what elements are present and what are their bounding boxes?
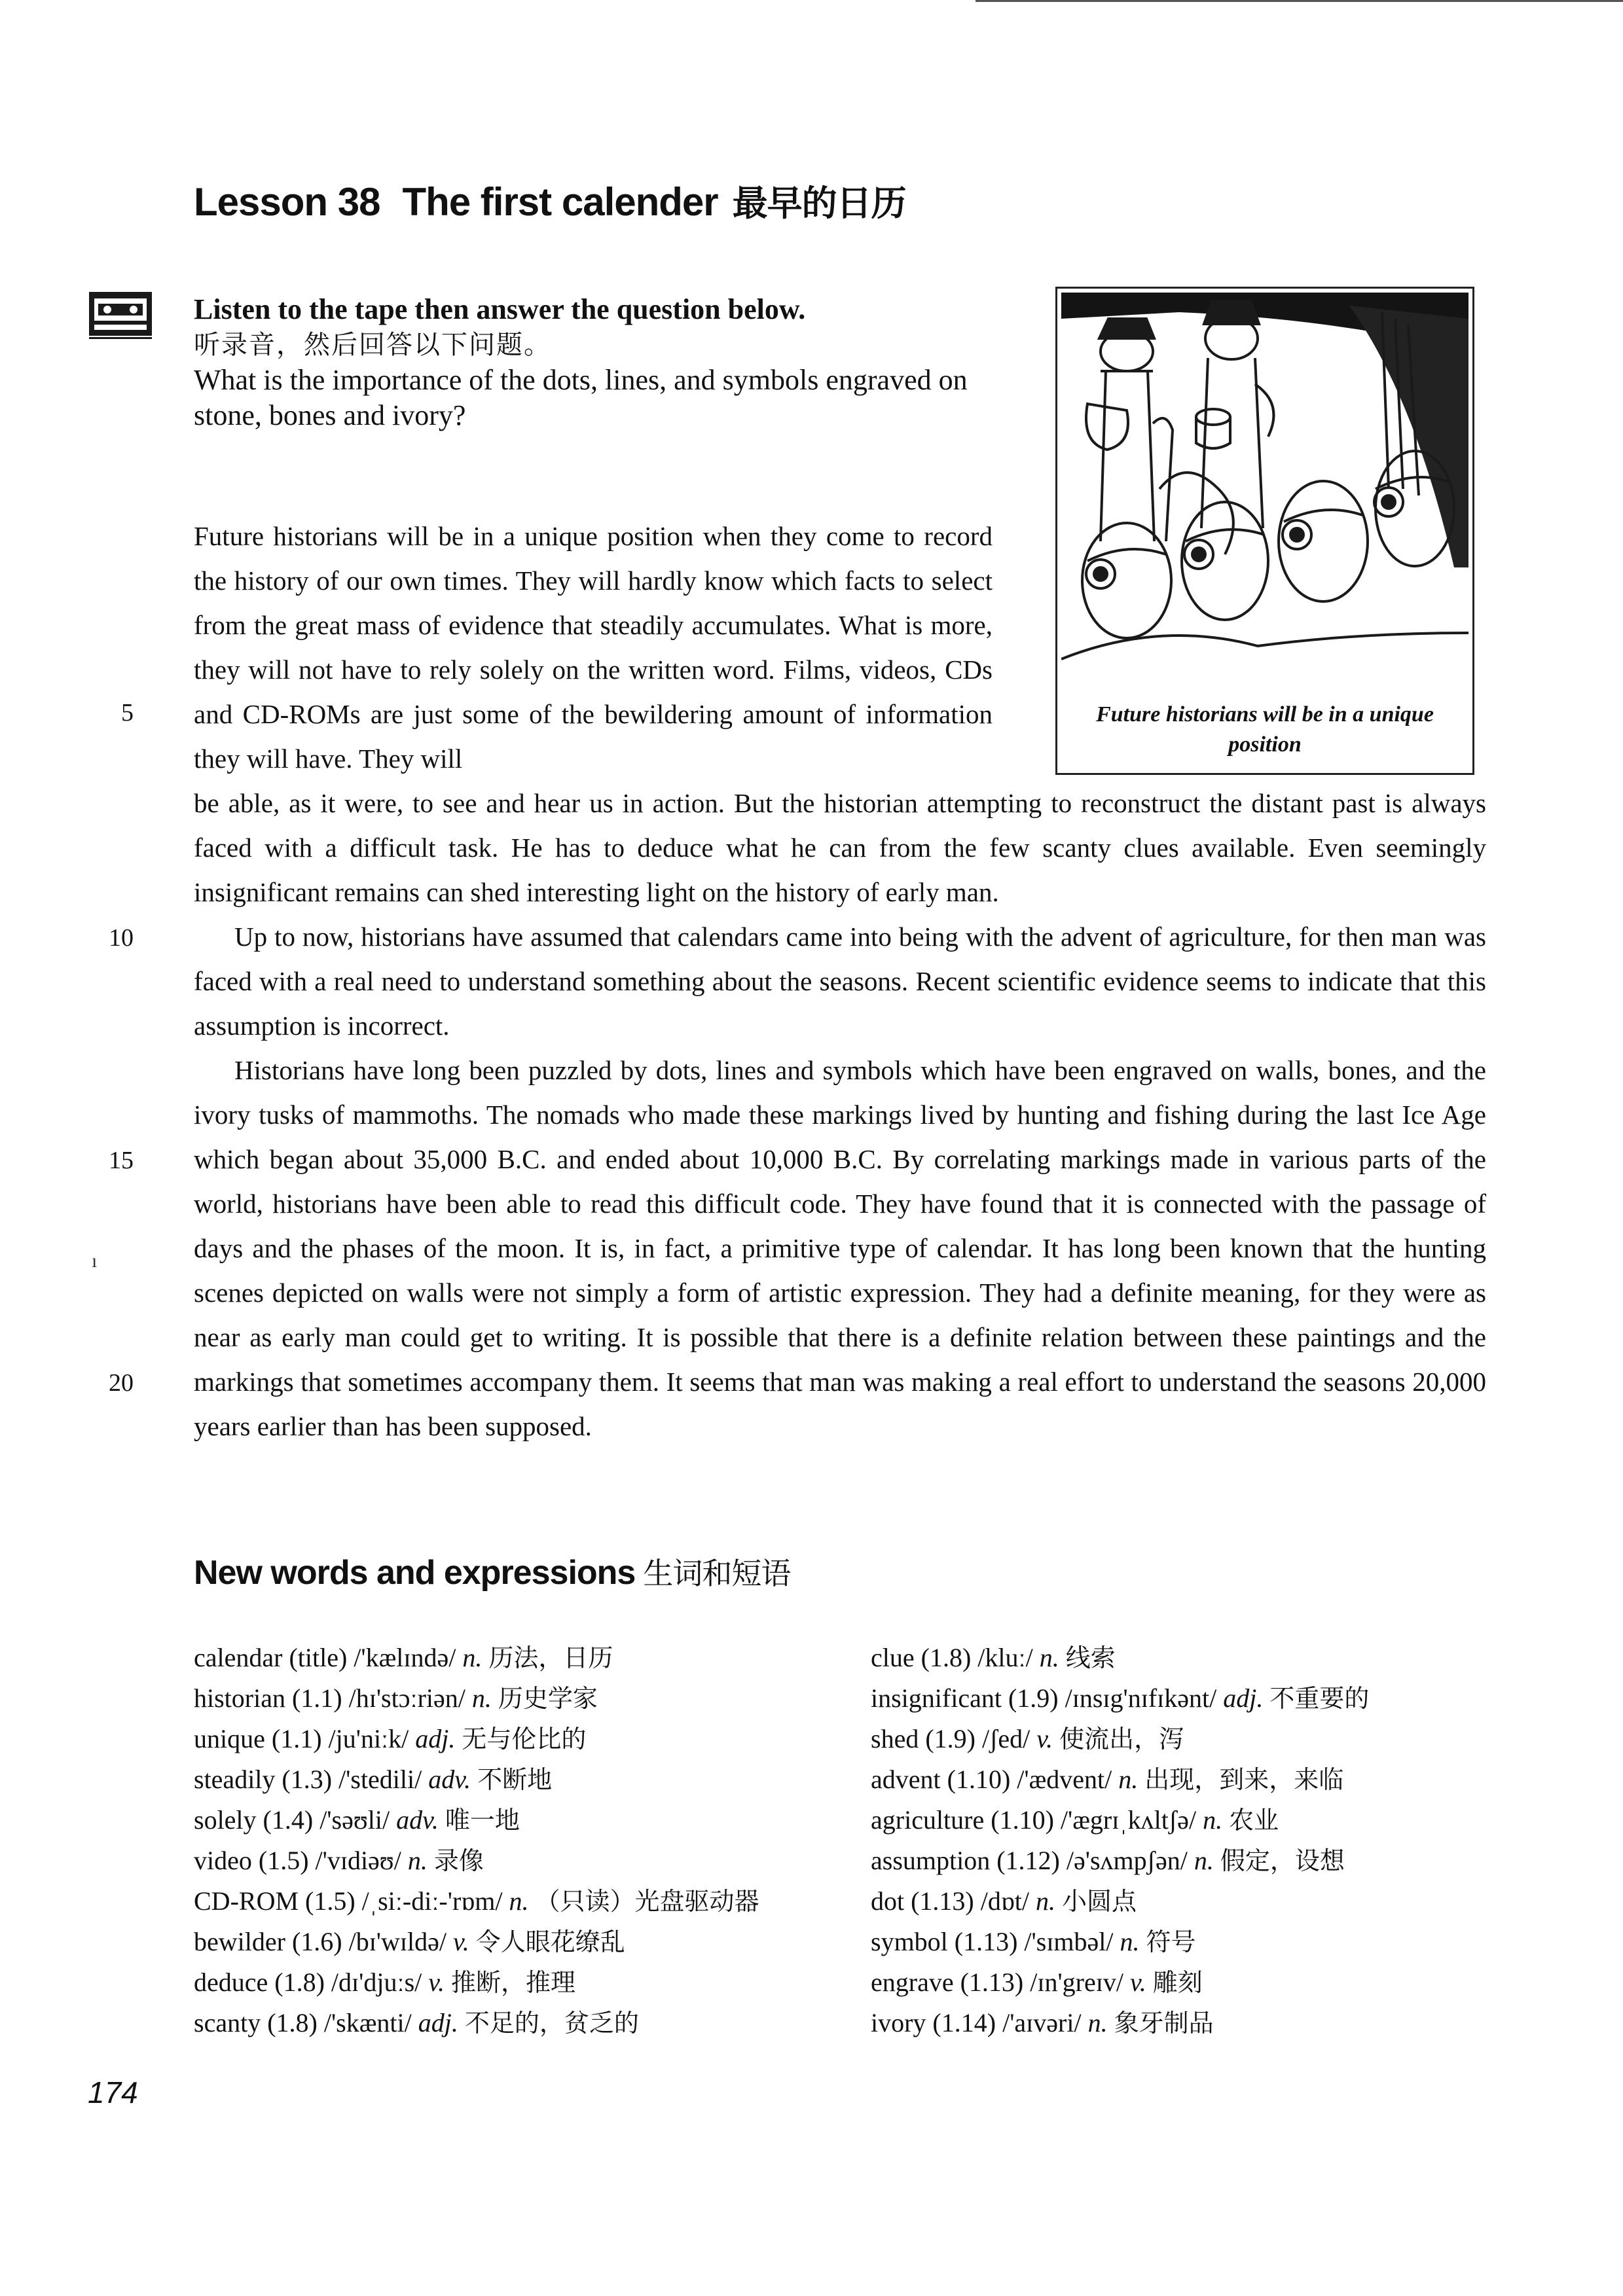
vocab-pos: n. bbox=[1087, 2008, 1108, 2037]
vocabulary-list-right bbox=[871, 1638, 1369, 2043]
vocab-word: advent (1.10) /'ædvent/ bbox=[871, 1765, 1112, 1794]
vocab-entry bbox=[194, 1881, 759, 1922]
top-rule bbox=[976, 0, 1623, 2]
vocab-entry bbox=[194, 1922, 759, 1962]
margin-mark: ı bbox=[92, 1250, 98, 1272]
listening-instruction-chinese: 听录音，然后回答以下问题。 bbox=[194, 330, 551, 360]
vocab-pos: adj. bbox=[415, 1724, 456, 1753]
vocab-meaning: 符号 bbox=[1146, 1928, 1196, 1956]
vocab-entry bbox=[194, 1800, 759, 1840]
lesson-number: Lesson 38 bbox=[194, 180, 380, 224]
vocab-pos: adv. bbox=[428, 1765, 471, 1794]
vocab-pos: v. bbox=[428, 1967, 445, 1997]
vocabulary-heading-en: New words and expressions bbox=[194, 1554, 636, 1592]
lesson-name: The first calender bbox=[402, 180, 718, 224]
vocab-meaning: 不重要的 bbox=[1269, 1684, 1370, 1713]
vocab-entry bbox=[871, 1800, 1369, 1840]
vocab-word: agriculture (1.10) /'ægrɪˌkʌltʃə/ bbox=[871, 1805, 1197, 1835]
vocab-entry bbox=[871, 1881, 1369, 1922]
vocab-entry bbox=[871, 2003, 1369, 2043]
vocab-word: calendar (title) /'kælɪndə/ bbox=[194, 1643, 456, 1672]
vocab-word: dot (1.13) /dɒt/ bbox=[871, 1886, 1030, 1916]
vocab-pos: n. bbox=[1203, 1805, 1223, 1835]
lesson-title-chinese: 最早的日历 bbox=[732, 183, 906, 224]
vocab-meaning: 令人眼花缭乱 bbox=[475, 1928, 625, 1956]
vocab-word: engrave (1.13) /ɪn'greɪv/ bbox=[871, 1967, 1123, 1997]
vocab-entry bbox=[194, 1962, 759, 2003]
vocab-pos: adj. bbox=[418, 2008, 458, 2037]
vocab-entry bbox=[194, 1719, 759, 1759]
vocab-meaning: 历史学家 bbox=[498, 1684, 598, 1713]
vocab-meaning: 雕刻 bbox=[1152, 1968, 1203, 1997]
comprehension-question: What is the importance of the dots, lines, and symbols engraved on stone, bones and ivory? bbox=[194, 364, 968, 431]
vocab-pos: adj. bbox=[1223, 1683, 1264, 1713]
vocabulary-heading bbox=[194, 1550, 790, 1593]
vocab-entry bbox=[194, 1638, 759, 1678]
vocab-meaning: （只读）光盘驱动器 bbox=[535, 1887, 759, 1916]
vocab-pos: n. bbox=[1120, 1927, 1140, 1956]
vocab-pos: n. bbox=[1039, 1643, 1059, 1672]
vocab-meaning: 小圆点 bbox=[1062, 1887, 1137, 1916]
vocab-word: steadily (1.3) /'stedili/ bbox=[194, 1765, 422, 1794]
passage-para1-narrow: Future historians will be in a unique position when they come to record the history of our own times. They will hardly know which facts to select from the great mass of evidence that steadily accumulates. What is more, they will not have to rely solely on the written word. Films, videos, CDs and CD-ROMs are just some of the bewildering amount of information they will have. They will bbox=[194, 521, 993, 774]
passage-paragraph-1 bbox=[194, 514, 993, 781]
vocab-word: insignificant (1.9) /ɪnsɪg'nɪfɪkənt/ bbox=[871, 1683, 1217, 1713]
vocab-word: historian (1.1) /hɪ'stɔːriən/ bbox=[194, 1683, 465, 1713]
passage-para1-wide: be able, as it were, to see and hear us in action. But the historian attempting to reconstruct the distant past is always faced with a difficult task. He has to deduce what he can from the few scanty clues available. Even seemingly insignificant remains can shed interesting light on the history of early man. bbox=[194, 788, 1486, 907]
vocab-entry bbox=[194, 1840, 759, 1881]
vocab-word: clue (1.8) /kluː/ bbox=[871, 1643, 1033, 1672]
vocab-word: bewilder (1.6) /bɪ'wɪldə/ bbox=[194, 1927, 447, 1956]
vocab-entry bbox=[194, 2003, 759, 2043]
vocab-meaning: 不断地 bbox=[477, 1765, 553, 1794]
vocab-word: CD-ROM (1.5) /ˌsiː-diː-'rɒm/ bbox=[194, 1886, 503, 1916]
page-number: 174 bbox=[88, 2075, 138, 2109]
passage-paragraph-3 bbox=[194, 1048, 1486, 1448]
vocab-entry bbox=[871, 1719, 1369, 1759]
vocab-word: ivory (1.14) /'aɪvəri/ bbox=[871, 2008, 1082, 2037]
vocab-pos: n. bbox=[471, 1683, 492, 1713]
vocab-pos: v. bbox=[1129, 1967, 1146, 1997]
line-number: 20 bbox=[109, 1369, 134, 1397]
listening-instruction: Listen to the tape then answer the question below. bbox=[194, 293, 806, 325]
vocab-entry bbox=[871, 1638, 1369, 1678]
vocab-meaning: 录像 bbox=[433, 1846, 484, 1875]
vocab-pos: n. bbox=[462, 1643, 483, 1672]
intro-task bbox=[194, 292, 999, 433]
vocab-pos: v. bbox=[1036, 1724, 1053, 1753]
vocab-word: symbol (1.13) /'sɪmbəl/ bbox=[871, 1927, 1114, 1956]
vocab-word: deduce (1.8) /dɪ'djuːs/ bbox=[194, 1967, 422, 1997]
lesson-title bbox=[194, 175, 906, 226]
vocab-word: video (1.5) /'vɪdiəʊ/ bbox=[194, 1846, 401, 1875]
cartoon-illustration bbox=[1055, 287, 1474, 775]
vocab-pos: n. bbox=[1118, 1765, 1139, 1794]
passage-paragraph-2 bbox=[194, 914, 1486, 1048]
line-number: 5 bbox=[121, 699, 134, 726]
line-number: 10 bbox=[109, 924, 134, 952]
vocab-entry bbox=[871, 1678, 1369, 1719]
cassette-tape-icon bbox=[88, 291, 153, 340]
passage-para2: Up to now, historians have assumed that calendars came into being with the advent of agriculture, for then man was faced with a real need to understand something about the seasons. Recent scientific evidence seems to indicate that this assumption is incorrect. bbox=[194, 922, 1486, 1041]
vocab-meaning: 线索 bbox=[1065, 1643, 1116, 1672]
vocab-entry bbox=[194, 1759, 759, 1800]
vocab-pos: adv. bbox=[396, 1805, 439, 1835]
vocab-word: shed (1.9) /ʃed/ bbox=[871, 1724, 1030, 1753]
vocab-word: assumption (1.12) /ə'sʌmpʃən/ bbox=[871, 1846, 1188, 1875]
vocab-word: solely (1.4) /'səʊli/ bbox=[194, 1805, 390, 1835]
vocab-meaning: 不足的，贫乏的 bbox=[464, 2009, 639, 2037]
vocab-pos: n. bbox=[407, 1846, 428, 1875]
vocab-meaning: 假定，设想 bbox=[1220, 1846, 1345, 1875]
vocab-meaning: 无与伦比的 bbox=[462, 1725, 587, 1753]
vocab-pos: n. bbox=[1194, 1846, 1214, 1875]
vocab-meaning: 农业 bbox=[1229, 1806, 1279, 1835]
passage-para3: Historians have long been puzzled by dots, lines and symbols which have been engraved on walls, bones, and the ivory tusks of mammoths. The nomads who made these markings lived by hunting and fishing during the last Ice Age which began about 35,000 B.C. and ended about 10,000 B.C. By correlating markings made in various parts of the world, historians have been able to read this difficult code. They have found that it is connected with the passage of days and the phases of the moon. It is, in fact, a primitive type of calendar. It has long been known that the hunting scenes depicted on walls were not simply a form of artistic expression. They had a definite meaning, for they were as near as early man could get to writing. It is possible that there is a definite relation between these paintings and the markings that sometimes accompany them. It seems that man was making a real effort to understand the seasons 20,000 years earlier than has been supposed. bbox=[194, 1055, 1486, 1441]
vocab-meaning: 唯一地 bbox=[445, 1806, 520, 1835]
vocab-entry bbox=[871, 1922, 1369, 1962]
vocab-meaning: 象牙制品 bbox=[1114, 2009, 1214, 2037]
vocab-entry bbox=[871, 1759, 1369, 1800]
vocab-word: scanty (1.8) /'skænti/ bbox=[194, 2008, 412, 2037]
vocabulary-heading-cn: 生词和短语 bbox=[643, 1556, 791, 1591]
vocab-meaning: 推断，推理 bbox=[451, 1968, 576, 1997]
vocab-meaning: 出现，到来，来临 bbox=[1144, 1765, 1344, 1794]
line-number: 15 bbox=[109, 1147, 134, 1174]
vocab-meaning: 使流出，泻 bbox=[1059, 1725, 1184, 1753]
vocab-entry bbox=[194, 1678, 759, 1719]
vocab-word: unique (1.1) /ju'niːk/ bbox=[194, 1724, 409, 1753]
passage-paragraph-1-cont bbox=[194, 781, 1486, 914]
vocab-entry bbox=[871, 1840, 1369, 1881]
vocab-pos: v. bbox=[453, 1927, 469, 1956]
vocabulary-list-left bbox=[194, 1638, 759, 2043]
vocab-entry bbox=[871, 1962, 1369, 2003]
cartoon-drawing bbox=[1061, 293, 1468, 698]
vocab-meaning: 历法，日历 bbox=[488, 1643, 613, 1672]
cartoon-caption: Future historians will be in a unique position bbox=[1096, 702, 1434, 757]
vocab-pos: n. bbox=[509, 1886, 529, 1916]
vocab-pos: n. bbox=[1036, 1886, 1056, 1916]
